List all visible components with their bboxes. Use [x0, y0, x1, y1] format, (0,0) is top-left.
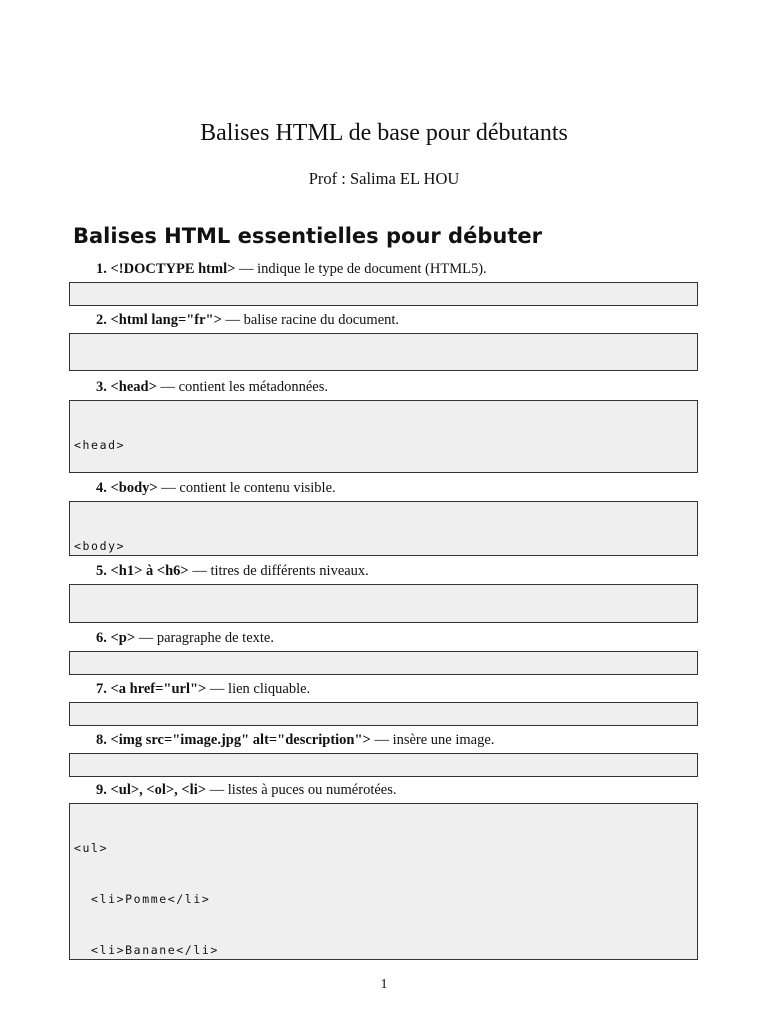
item-tag: <ul>, <ol>, <li>	[110, 782, 207, 798]
code-line: <ul>	[74, 841, 109, 855]
item-description: — contient le contenu visible.	[157, 480, 336, 496]
list-item-doctype	[96, 259, 487, 279]
code-line: <li>Banane</li>	[74, 943, 219, 957]
code-block-lists	[69, 803, 698, 960]
item-number: 7.	[96, 681, 107, 697]
list-item-body	[96, 478, 336, 498]
list-item-headings	[96, 561, 369, 581]
code-block-link	[69, 702, 698, 726]
page-number: 1	[380, 977, 388, 992]
document-author: Prof : Salima EL HOU	[308, 169, 460, 188]
code-line: <head>	[74, 438, 126, 452]
code-line: <li>Pomme</li>	[74, 892, 211, 906]
list-item-link	[96, 679, 310, 699]
item-tag: <html lang="fr">	[110, 312, 222, 328]
item-description: — titres de différents niveaux.	[188, 563, 369, 579]
code-line: <body>	[74, 539, 126, 553]
item-number: 6.	[96, 630, 107, 646]
item-number: 9.	[96, 782, 107, 798]
code-line	[74, 621, 693, 623]
list-item-image	[96, 730, 494, 750]
item-number: 5.	[96, 563, 107, 579]
item-tag: <p>	[110, 630, 136, 646]
item-tag: <img src="image.jpg" alt="description">	[110, 732, 371, 748]
code-block-paragraph	[69, 651, 698, 675]
item-number: 8.	[96, 732, 107, 748]
item-tag: <body>	[110, 480, 158, 496]
item-description: — insère une image.	[370, 732, 495, 748]
code-block-headings	[69, 584, 698, 623]
code-line	[74, 370, 693, 371]
list-item-paragraph	[96, 628, 274, 648]
item-description: — balise racine du document.	[221, 312, 400, 328]
item-tag: <a href="url">	[110, 681, 207, 697]
document-title: Balises HTML de base pour débutants	[200, 120, 568, 146]
item-number: 2.	[96, 312, 107, 328]
item-tag: <h1> à <h6>	[110, 563, 189, 579]
item-description: — indique le type de document (HTML5).	[235, 261, 487, 277]
item-number: 3.	[96, 379, 107, 395]
item-tag: <head>	[110, 379, 157, 395]
item-number: 4.	[96, 480, 107, 496]
code-block-body	[69, 501, 698, 556]
code-block-doctype	[69, 282, 698, 306]
list-item-head	[96, 377, 328, 397]
item-description: — contient les métadonnées.	[156, 379, 328, 395]
list-item-lists	[96, 780, 396, 800]
code-block-image	[69, 753, 698, 777]
code-block-html	[69, 333, 698, 371]
item-description: — lien cliquable.	[206, 681, 311, 697]
section-heading: Balises HTML essentielles pour débuter	[73, 224, 542, 248]
code-block-head	[69, 400, 698, 473]
item-number: 1.	[96, 261, 107, 277]
item-tag: <!DOCTYPE html>	[110, 261, 236, 277]
list-item-html	[96, 310, 399, 330]
item-description: — listes à puces ou numérotées.	[206, 782, 397, 798]
item-description: — paragraphe de texte.	[135, 630, 274, 646]
